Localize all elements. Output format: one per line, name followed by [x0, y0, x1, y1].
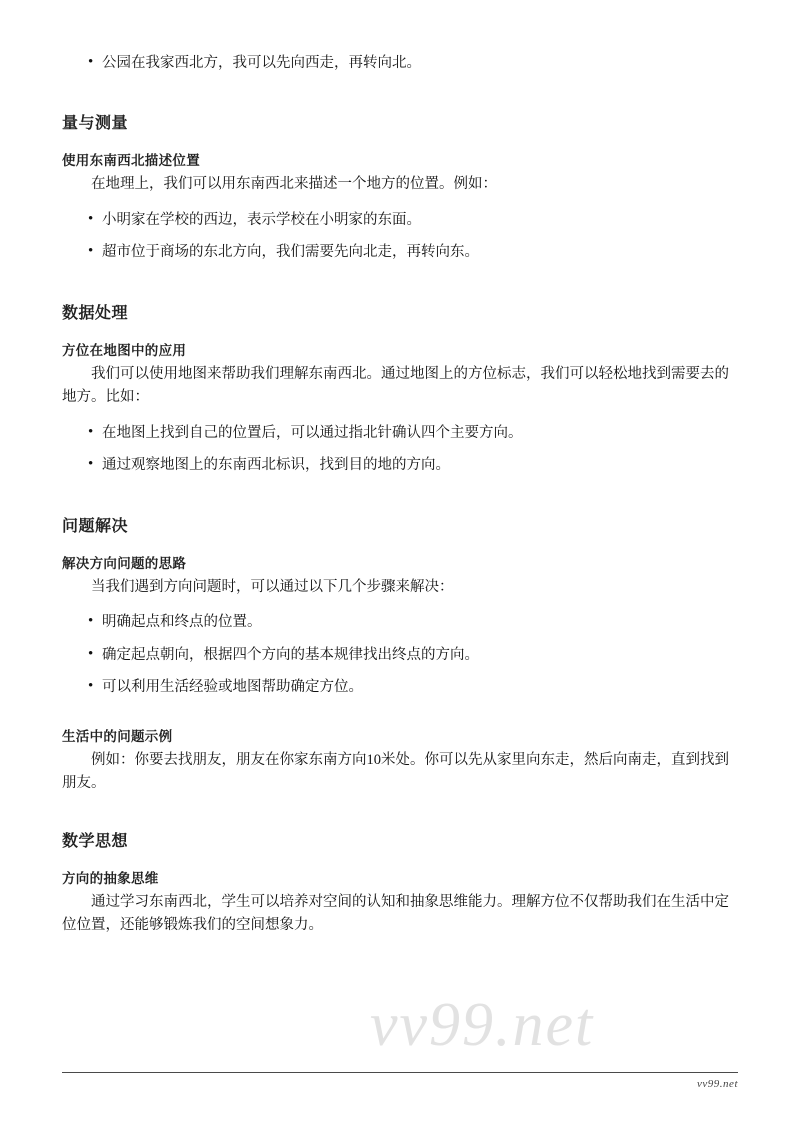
list-item: • 确定起点朝向，根据四个方向的基本规律找出终点的方向。	[80, 644, 738, 666]
section-mathematical-thinking	[62, 828, 738, 938]
paragraph: 通过学习东南西北，学生可以培养对空间的认知和抽象思维能力。理解方位不仅帮助我们在生活中定位位置，还能够锻炼我们的空间想象力。	[62, 893, 729, 934]
section-heading: 问题解决	[62, 517, 129, 535]
bullet-list	[80, 611, 738, 698]
subsection-heading: 使用东南西北描述位置	[62, 153, 200, 169]
section-heading: 数据处理	[62, 304, 129, 322]
list-item: • 可以利用生活经验或地图帮助确定方位。	[80, 676, 738, 698]
watermark: vv99.net	[370, 991, 595, 1059]
bullet-list	[80, 422, 738, 477]
subsection-heading: 生活中的问题示例	[62, 728, 173, 744]
paragraph: 我们可以使用地图来帮助我们理解东南西北。通过地图上的方位标志，我们可以轻松地找到需要去的地方。比如：	[62, 365, 729, 406]
bullet-list	[80, 209, 738, 264]
paragraph: 在地理上，我们可以用东南西北来描述一个地方的位置。例如：	[91, 176, 497, 193]
top-bullet-list	[80, 52, 738, 74]
document-content	[62, 52, 738, 938]
subsection-heading: 解决方向问题的思路	[62, 555, 187, 571]
footer-divider	[62, 1072, 738, 1073]
paragraph: 例如：你要去找朋友，朋友在你家东南方向10米处。你可以先从家里向东走，然后向南走，直到找到朋友。	[62, 751, 729, 792]
subsection-heading: 方向的抽象思维	[62, 870, 159, 886]
list-item: • 小明家在学校的西边，表示学校在小明家的东面。	[80, 209, 738, 231]
subsection-heading: 方位在地图中的应用	[62, 342, 187, 358]
list-item: • 明确起点和终点的位置。	[80, 611, 738, 633]
section-heading: 数学思想	[62, 832, 129, 850]
list-item: • 超市位于商场的东北方向，我们需要先向北走，再转向东。	[80, 241, 738, 263]
list-item: • 公园在我家西北方，我可以先向西走，再转向北。	[80, 52, 738, 74]
section-measurement	[62, 110, 738, 263]
section-heading: 量与测量	[62, 115, 129, 133]
footer-label: vv99.net	[697, 1078, 738, 1090]
section-data-processing	[62, 300, 738, 477]
list-item: • 在地图上找到自己的位置后，可以通过指北针确认四个主要方向。	[80, 422, 738, 444]
paragraph: 当我们遇到方向问题时，可以通过以下几个步骤来解决：	[91, 578, 454, 595]
section-problem-solving	[62, 513, 738, 796]
list-item: • 通过观察地图上的东南西北标识，找到目的地的方向。	[80, 454, 738, 476]
